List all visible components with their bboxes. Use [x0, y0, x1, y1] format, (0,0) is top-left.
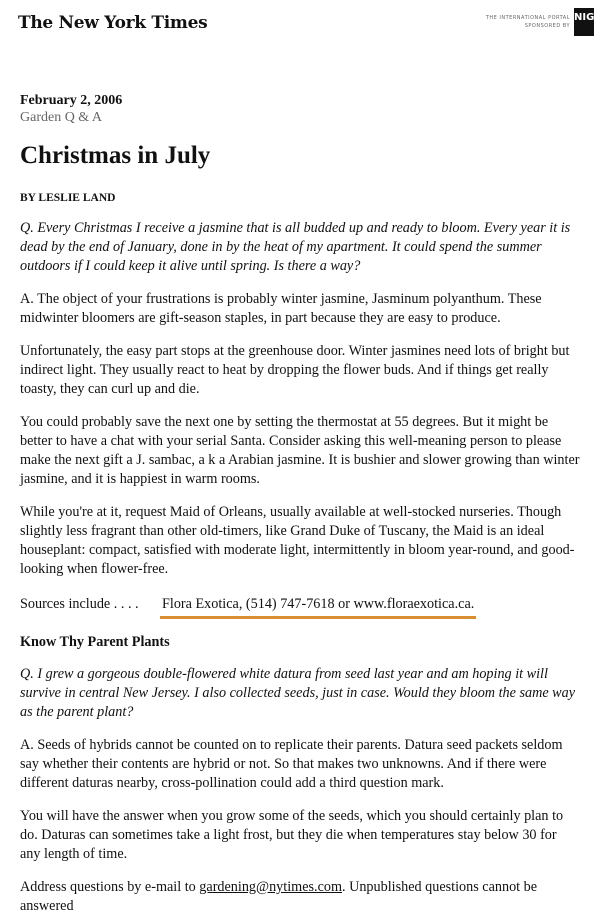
body-paragraph: While you're at it, request Maid of Orleans, usually available at well-stocked nurseries. Though slightly less fragrant than other old-timers, like Grand Duke of Tuscany, the Maid is an ideal houseplant: compact, satisfied with moderate light, intermittently in bloom year-round, and good-looking when flower-free.	[20, 504, 575, 577]
sponsor-text: THE INTERNATIONAL PORTAL SPONSORED BY	[485, 15, 570, 29]
answer-paragraph: A. Seeds of hybrids cannot be counted on to replicate their parents. Datura seed packets seldom say whether their contents are hybrid or not. So that makes two unknowns. And if there were different daturas nearby, cross-pollination could add a third question mark.	[20, 737, 563, 791]
article-section: Garden Q & A	[20, 110, 103, 125]
subhead: Know Thy Parent Plants	[20, 634, 170, 650]
contact-paragraph	[20, 878, 580, 916]
article	[20, 93, 580, 916]
question-paragraph: Q. Every Christmas I receive a jasmine that is all budded up and ready to bloom. Every year it is dead by the end of January, done in by the heat of my apartment. It could spend the summer outdoors if I could keep it alive until spring. Is there a way?	[20, 220, 571, 274]
body-paragraph: You could probably save the next one by setting the thermostat at 55 degrees. But it might be better to have a chat with your serial Santa. Consider asking this well-meaning person to please make the next gift a J. sambac, a k a Arabian jasmine. It is bushier and slower growing than winter jasmine, and it is happiest in warm rooms.	[20, 414, 580, 487]
article-title: Christmas in July	[20, 142, 211, 169]
sources-value: Flora Exotica, (514) 747-7618 or www.floraexotica.ca.	[160, 595, 476, 619]
contact-prefix: Address questions by e-mail to	[20, 879, 200, 895]
email-link[interactable]: gardening@nytimes.com	[199, 879, 342, 895]
sponsor-logo: NIG	[574, 8, 594, 36]
body-paragraph: Unfortunately, the easy part stops at the greenhouse door. Winter jasmines need lots of bright but indirect light. They usually react to heat by dropping the flower buds. And if things get really toasty, they can curl up and die.	[20, 343, 570, 397]
question-paragraph: Q. I grew a gorgeous double-flowered white datura from seed last year and am hoping it will survive in central New Jersey. I also collected seeds, just in case. Would they bloom the same way as the parent plant?	[20, 666, 576, 720]
sources-line	[20, 595, 580, 619]
nyt-logo: The New York Times	[18, 13, 208, 33]
contact-suffix: . Unpublished questions cannot be answered	[20, 879, 538, 914]
byline: BY LESLIE LAND	[20, 192, 116, 204]
article-date: February 2, 2006	[20, 93, 123, 108]
sources-label: Sources include . . . .	[20, 596, 139, 612]
body-paragraph: You will have the answer when you grow some of the seeds, which you should certainly plan to do. Daturas can sometimes take a light frost, but they die when temperatures stay below 30 for any length of time.	[20, 808, 564, 862]
answer-paragraph: A. The object of your frustrations is probably winter jasmine, Jasminum polyanthum. These midwinter bloomers are gift-season staples, in part because they are easy to produce.	[20, 291, 542, 326]
